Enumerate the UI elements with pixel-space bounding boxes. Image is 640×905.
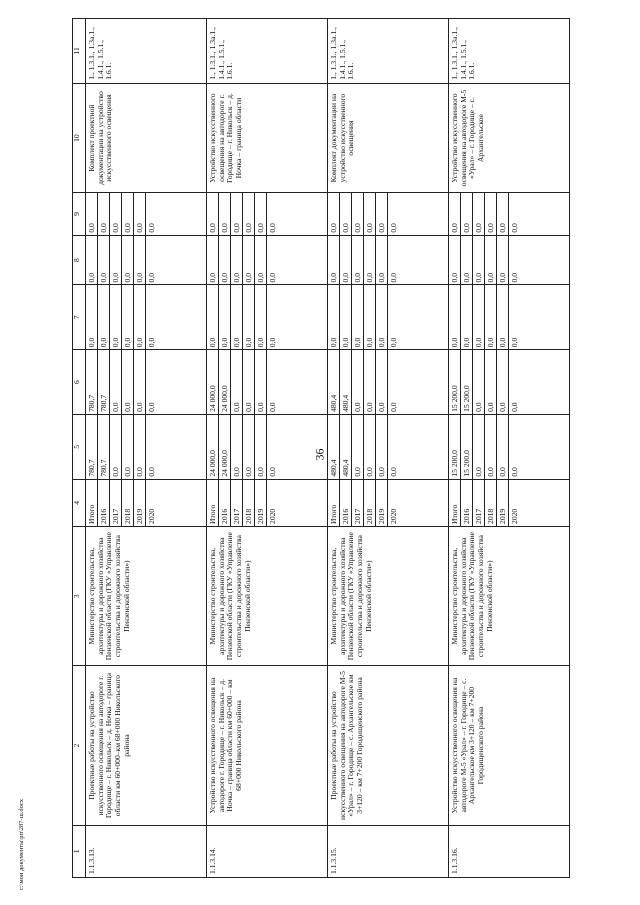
funding-col9-value: 0,0	[231, 193, 243, 234]
funding-col8-value: 0,0	[389, 272, 398, 283]
header-cell: 10	[73, 83, 86, 193]
funding-col7-value: 0,0	[376, 285, 388, 349]
funding-total	[86, 414, 207, 479]
program-table	[72, 18, 570, 878]
activity-description: Проектные работы на устройство искусственного освещения на автодороге М-5 «Урал» – г. Городище – с. Архангельское км 3+120 – км 7+200 Городищенского района	[328, 666, 449, 825]
funding-total-value: 15 200,0	[449, 415, 461, 479]
header-cell: 6	[73, 350, 86, 415]
year-list-value: 2016	[340, 480, 352, 526]
activity-description: Проектные работы на устройство искусственного освещения на автодороге г. Городище – г. Никольск – д. Ночка – граница области км 60+000–км 68+000 Никольского района	[86, 666, 207, 825]
funding-col8-value: 0,0	[219, 236, 231, 285]
year-list-value: 2020	[389, 508, 398, 524]
funding-total-value: 0,0	[364, 415, 376, 479]
funding-total-value: 0,0	[243, 415, 255, 479]
header-cell: 1	[73, 825, 86, 877]
funding-col6-value: 0,0	[268, 402, 277, 412]
funding-col8-value: 0,0	[510, 272, 519, 283]
funding-col7	[449, 285, 570, 350]
funding-col6-value: 0,0	[243, 350, 255, 414]
funding-total-value: 780,7	[98, 415, 110, 479]
funding-col6-value: 0,0	[147, 402, 156, 412]
row-number: 1.1.3.13.	[86, 825, 207, 877]
funding-col6-value: 0,0	[134, 350, 146, 414]
funding-col6-value: 0,0	[352, 350, 364, 414]
funding-col7-value: 0,0	[485, 285, 497, 349]
funding-col9-value: 0,0	[219, 193, 231, 234]
activity-description: Устройство искусственного освещения на автодороге г. Городище – г. Никольск – д. Ночка – граница области км 60+000 – км 68+000 Никольского района	[207, 666, 328, 825]
year-list-value: Итого	[449, 480, 461, 526]
funding-col8-value: 0,0	[352, 236, 364, 285]
funding-col6-value: 24 000,0	[219, 350, 231, 414]
table-body	[86, 19, 570, 878]
funding-col9-value: 0,0	[340, 193, 352, 234]
funding-col8-value: 0,0	[110, 236, 122, 285]
funding-col6-value: 0,0	[231, 350, 243, 414]
funding-col9-value: 0,0	[461, 193, 473, 234]
indicator-refs: 1., 1.3.1., 1.3a.1., 1.4.1., 1.5.1., 1.6.1.	[328, 19, 449, 84]
funding-total-value: 24 000,0	[207, 415, 219, 479]
funding-col8	[449, 235, 570, 285]
funding-col9	[328, 193, 449, 235]
header-row	[73, 19, 86, 878]
table-row	[86, 19, 207, 878]
funding-col8-value: 0,0	[207, 236, 219, 285]
year-list-value: 2019	[497, 480, 509, 526]
funding-col7-value: 0,0	[389, 337, 398, 348]
indicator-refs: 1., 1.3.1., 1.3a.1., 1.4.1., 1.5.1., 1.6.1.	[449, 19, 570, 84]
funding-col7-value: 0,0	[449, 285, 461, 349]
year-list-value: Итого	[86, 480, 98, 526]
funding-col8-value: 0,0	[449, 236, 461, 285]
funding-col6-value: 0,0	[255, 350, 267, 414]
funding-col7	[328, 285, 449, 350]
funding-col9-value: 0,0	[497, 193, 509, 234]
funding-col8-value: 0,0	[497, 236, 509, 285]
funding-col7-value: 0,0	[98, 285, 110, 349]
funding-total-value: 0,0	[134, 415, 146, 479]
funding-col6-value: 15 200,0	[449, 350, 461, 414]
funding-col9-value: 0,0	[510, 223, 519, 233]
header-cell: 9	[73, 193, 86, 235]
funding-col7-value: 0,0	[340, 285, 352, 349]
header-cell: 2	[73, 666, 86, 825]
funding-col9	[86, 193, 207, 235]
funding-col7-value: 0,0	[473, 285, 485, 349]
funding-col9	[207, 193, 328, 235]
year-list	[328, 479, 449, 526]
funding-col6-value: 0,0	[376, 350, 388, 414]
year-list-value: 2019	[134, 480, 146, 526]
rotated-table-wrapper	[72, 18, 592, 878]
funding-col7-value: 0,0	[510, 337, 519, 348]
funding-col8-value: 0,0	[473, 236, 485, 285]
funding-col6	[86, 350, 207, 415]
funding-col6-value: 480,4	[328, 350, 340, 414]
funding-col6-value: 24 000,0	[207, 350, 219, 414]
funding-col8	[328, 235, 449, 285]
funding-total-value: 15 200,0	[461, 415, 473, 479]
expected-result: Устройство искусственного освещения на автодороге г. Городище – г. Никольск – д. Ночка – граница области	[207, 83, 328, 193]
funding-total-value: 780,7	[86, 415, 98, 479]
funding-col7-value: 0,0	[231, 285, 243, 349]
row-number: 1.1.3.16.	[449, 825, 570, 877]
funding-col8-value: 0,0	[134, 236, 146, 285]
funding-total-value: 24 000,0	[219, 415, 231, 479]
funding-total-value: 480,4	[340, 415, 352, 479]
funding-col9-value: 0,0	[110, 193, 122, 234]
year-list-value: 2018	[364, 480, 376, 526]
funding-col7-value: 0,0	[461, 285, 473, 349]
funding-col8-value: 0,0	[364, 236, 376, 285]
funding-col8-value: 0,0	[461, 236, 473, 285]
funding-col9-value: 0,0	[86, 193, 98, 234]
funding-col7-value: 0,0	[328, 285, 340, 349]
funding-col9-value: 0,0	[243, 193, 255, 234]
header-cell: 4	[73, 479, 86, 526]
row-number: 1.1.3.14.	[207, 825, 328, 877]
funding-col9-value: 0,0	[328, 193, 340, 234]
funding-col8-value: 0,0	[86, 236, 98, 285]
funding-col7-value: 0,0	[255, 285, 267, 349]
funding-col8-value: 0,0	[98, 236, 110, 285]
header-cell: 7	[73, 285, 86, 350]
table-row	[328, 19, 449, 878]
year-list-value: 2020	[268, 508, 277, 524]
expected-result: Комплект документации на устройство искусственного освещения	[328, 83, 449, 193]
funding-col8-value: 0,0	[376, 236, 388, 285]
funding-col6-value: 480,4	[340, 350, 352, 414]
funding-col7-value: 0,0	[86, 285, 98, 349]
activity-description: Устройство искусственного освещения на автодороге М-5 «Урал» – г. Городище – с. Архангельское км 3+120 – км 7+200 Городищенского района	[449, 666, 570, 825]
funding-col6-value: 0,0	[497, 350, 509, 414]
page-number: 36	[312, 448, 327, 461]
funding-col6-value: 780,7	[86, 350, 98, 414]
funding-col9-value: 0,0	[134, 193, 146, 234]
year-list-value: 2019	[255, 480, 267, 526]
funding-total-value: 0,0	[485, 415, 497, 479]
funding-total-value: 0,0	[147, 467, 156, 477]
funding-col7-value: 0,0	[134, 285, 146, 349]
funding-col7-value: 0,0	[268, 337, 277, 348]
funding-col6	[207, 350, 328, 415]
funding-col7-value: 0,0	[243, 285, 255, 349]
funding-col9-value: 0,0	[485, 193, 497, 234]
funding-total-value: 0,0	[497, 415, 509, 479]
funding-col8-value: 0,0	[340, 236, 352, 285]
funding-total-value: 0,0	[268, 467, 277, 477]
funding-col8	[86, 235, 207, 285]
year-list-value: 2017	[231, 480, 243, 526]
funding-total-value: 480,4	[328, 415, 340, 479]
funding-col9-value: 0,0	[207, 193, 219, 234]
funding-col8-value: 0,0	[243, 236, 255, 285]
footer-file-path: c:\мои документы\рп\287-ш.docx	[18, 799, 25, 890]
funding-col6	[449, 350, 570, 415]
expected-result: Устройство искусственного освещения на автодороге М-5 «Урал» – г. Городище – с. Архангельское	[449, 83, 570, 193]
year-list-value: 2016	[98, 480, 110, 526]
funding-total	[328, 414, 449, 479]
funding-col7-value: 0,0	[497, 285, 509, 349]
executor: Министерство строительства, архитектуры и дорожного хозяйства Пензенской области (ГКУ «Управление строительства и дорожного хозяйства Пензенской области»)	[328, 526, 449, 665]
funding-col9-value: 0,0	[376, 193, 388, 234]
executor: Министерство строительства, архитектуры и дорожного хозяйства Пензенской области (ГКУ «Управление строительства и дорожного хозяйства Пензенской области»)	[207, 526, 328, 665]
funding-col9-value: 0,0	[449, 193, 461, 234]
funding-col8-value: 0,0	[231, 236, 243, 285]
funding-total-value: 0,0	[110, 415, 122, 479]
header-cell: 3	[73, 526, 86, 665]
table-row	[449, 19, 570, 878]
header-cell: 5	[73, 414, 86, 479]
funding-col9	[449, 193, 570, 235]
header-cell: 8	[73, 235, 86, 285]
funding-col9-value: 0,0	[255, 193, 267, 234]
funding-col6-value: 0,0	[510, 402, 519, 412]
funding-col7-value: 0,0	[122, 285, 134, 349]
year-list-value: 2018	[485, 480, 497, 526]
funding-col6	[328, 350, 449, 415]
year-list-value: 2017	[352, 480, 364, 526]
header-cell: 11	[73, 19, 86, 84]
funding-col6-value: 0,0	[389, 402, 398, 412]
funding-col8-value: 0,0	[122, 236, 134, 285]
year-list-value: 2017	[473, 480, 485, 526]
funding-total-value: 0,0	[473, 415, 485, 479]
funding-col7-value: 0,0	[364, 285, 376, 349]
table-row	[207, 19, 328, 878]
executor: Министерство строительства, архитектуры и дорожного хозяйства Пензенской области (ГКУ «Управление строительства и дорожного хозяйства Пензенской области»)	[449, 526, 570, 665]
funding-col7-value: 0,0	[147, 337, 156, 348]
funding-col8-value: 0,0	[147, 272, 156, 283]
funding-col8-value: 0,0	[268, 272, 277, 283]
year-list-value: Итого	[328, 480, 340, 526]
funding-col7-value: 0,0	[110, 285, 122, 349]
funding-col6-value: 0,0	[122, 350, 134, 414]
year-list-value: Итого	[207, 480, 219, 526]
funding-col9-value: 0,0	[147, 223, 156, 233]
funding-col9-value: 0,0	[364, 193, 376, 234]
funding-total-value: 0,0	[376, 415, 388, 479]
funding-col7	[207, 285, 328, 350]
funding-total-value: 0,0	[510, 467, 519, 477]
funding-col9-value: 0,0	[389, 223, 398, 233]
funding-total-value: 0,0	[352, 415, 364, 479]
executor: Министерство строительства, архитектуры и дорожного хозяйства Пензенской области (ГКУ «Управление строительства и дорожного хозяйства Пензенской области»)	[86, 526, 207, 665]
funding-col6-value: 0,0	[364, 350, 376, 414]
year-list-value: 2018	[243, 480, 255, 526]
funding-col9-value: 0,0	[268, 223, 277, 233]
funding-total-value: 0,0	[122, 415, 134, 479]
row-number: 1.1.3.15.	[328, 825, 449, 877]
year-list-value: 2020	[147, 508, 156, 524]
funding-col9-value: 0,0	[352, 193, 364, 234]
indicator-refs: 1., 1.3.1., 1.3a.1., 1.4.1., 1.5.1., 1.6.1.	[207, 19, 328, 84]
expected-result: Комплект проектной документации на устройство искусственного освещения	[86, 83, 207, 193]
year-list	[207, 479, 328, 526]
funding-col7-value: 0,0	[207, 285, 219, 349]
funding-col7-value: 0,0	[219, 285, 231, 349]
funding-total-value: 0,0	[389, 467, 398, 477]
funding-col9-value: 0,0	[98, 193, 110, 234]
funding-col6-value: 780,7	[98, 350, 110, 414]
funding-total-value: 0,0	[255, 415, 267, 479]
indicator-refs: 1., 1.3.1., 1.3a.1., 1.4.1., 1.5.1., 1.6.1.	[86, 19, 207, 84]
year-list	[86, 479, 207, 526]
funding-col6-value: 0,0	[485, 350, 497, 414]
year-list-value: 2016	[461, 480, 473, 526]
funding-col6-value: 0,0	[110, 350, 122, 414]
year-list-value: 2018	[122, 480, 134, 526]
funding-col7-value: 0,0	[352, 285, 364, 349]
year-list-value: 2020	[510, 508, 519, 524]
funding-col8	[207, 235, 328, 285]
funding-col9-value: 0,0	[122, 193, 134, 234]
funding-col8-value: 0,0	[485, 236, 497, 285]
funding-total	[449, 414, 570, 479]
year-list-value: 2019	[376, 480, 388, 526]
year-list	[449, 479, 570, 526]
funding-col8-value: 0,0	[255, 236, 267, 285]
funding-col8-value: 0,0	[328, 236, 340, 285]
year-list-value: 2017	[110, 480, 122, 526]
funding-col9-value: 0,0	[473, 193, 485, 234]
funding-col7	[86, 285, 207, 350]
funding-total	[207, 414, 328, 479]
funding-col6-value: 15 200,0	[461, 350, 473, 414]
funding-total-value: 0,0	[231, 415, 243, 479]
year-list-value: 2016	[219, 480, 231, 526]
funding-col6-value: 0,0	[473, 350, 485, 414]
